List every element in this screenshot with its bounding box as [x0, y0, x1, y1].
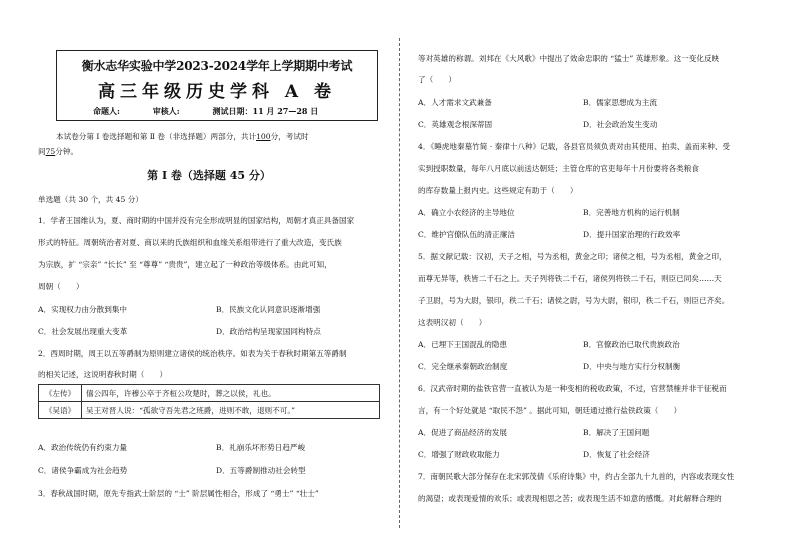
q2-option-a[interactable]: A．政治传统仍有约束力量	[38, 443, 128, 452]
exam-title: 高三年级历史学科 A 卷	[97, 82, 337, 102]
q5-option-c[interactable]: C．完全继承秦朝政治制度	[418, 362, 508, 371]
q2-source-table	[38, 384, 380, 419]
q4-line: 的库存数量上报内史。这些规定有助于（ ）	[418, 186, 578, 195]
table-text: 僖公四年，许穆公卒于齐桓公攻楚时，葬之以侯，礼也。	[82, 385, 380, 402]
q1-line: 形式的特征。周朝统治者对夏、商以来的氏族组织和血缘关系组带进行了重大改造，变氏族	[38, 238, 342, 247]
q1-line: 1．学者王国维认为，夏、商时期的中国并没有完全形成明显的国家结构，周朝才真正具备国家	[38, 216, 355, 225]
q1-line: 周朝（ ）	[38, 282, 84, 291]
q1-option-a[interactable]: A．实现权力由分散到集中	[38, 305, 128, 314]
table-row	[39, 402, 380, 419]
q5-line: 子卫尉，号为大尉，银印，秩二千石；诸侯之尉，号为大尉，银印，秩二千石，则臣已齐矣。	[418, 296, 730, 305]
q3-option-d[interactable]: D．社会政治发生变动	[583, 120, 658, 129]
q2-option-c[interactable]: C．诸侯争霸成为社会趋势	[38, 466, 128, 475]
school-title: 衡水志华实验中学2023-2024学年上学期期中考试	[81, 59, 353, 73]
q3-option-a[interactable]: A．人才需求文武兼备	[418, 98, 492, 107]
column-divider	[399, 38, 400, 528]
q5-option-b[interactable]: B．官僚政治已取代贵族政治	[583, 340, 680, 349]
table-source: 《左传》	[39, 385, 82, 402]
section-subtitle: 单选题（共 30 个，共 45 分）	[38, 195, 143, 204]
q5-option-d[interactable]: D．中央与地方实行分权制衡	[583, 362, 681, 371]
q4-line: 实到授职数量，每年八月底以前送达朝廷；主管仓库的官吏每年十月份要将各类粮食	[418, 164, 699, 173]
q5-option-a[interactable]: A．已埋下王国混乱的隐患	[418, 340, 508, 349]
q6-option-a[interactable]: A．促进了商品经济的发展	[418, 428, 508, 437]
q7-line: 7．南朝民歌大部分保存在北宋郭茂倩《乐府诗集》中，约占全部九十九首的，内容或表现女性	[418, 472, 735, 481]
q6-option-d[interactable]: D．恢复了社会经济	[583, 450, 650, 459]
reviewer-label: 审核人:	[152, 106, 180, 116]
q1-line: 为宗族，扩 “宗亲” “长长” 至 “尊尊” “贵贵”，建立起了一种政治等级体系。由此可知，	[38, 260, 332, 269]
q6-option-b[interactable]: B．解决了王国问题	[583, 428, 650, 437]
table-row	[39, 385, 380, 402]
q2-line: 2．西周时期，周王以五等爵制为原则建立诸侯的统治秩序。如表为关于春秋时期第五等爵制	[38, 349, 347, 358]
q3-cont-line: 了（ ）	[418, 75, 456, 84]
intro-line-2: 间75分钟。	[38, 147, 79, 156]
q2-option-d[interactable]: D．五等爵制推动社会转型	[216, 466, 306, 475]
q4-option-b[interactable]: B．完善地方机构的运行机制	[583, 208, 680, 217]
q5-line: 5．据文献记载：汉初，天子之相，号为丞相，黄金之印；诸侯之相，号为丞相，黄金之印，	[418, 252, 727, 261]
intro-line-1: 本试卷分第 Ⅰ 卷选择题和第 Ⅱ 卷（非选择题）两部分，共计100分，考试时	[56, 132, 309, 141]
total-score: 100	[256, 132, 271, 141]
table-text: 吴王对晋人说：“孤欲守吾先君之班爵，进则不敢，退则不可。”	[82, 402, 380, 419]
q3-cont-line: 等对英雄的称谓。刘邦在《大风歌》中提出了效命忠职的 “猛士” 英雄形象。这一变化反映	[418, 54, 720, 63]
q1-option-c[interactable]: C．社会发展出现重大变革	[38, 327, 128, 336]
exam-minutes: 75	[45, 147, 56, 156]
q2-option-b[interactable]: B．礼崩乐坏形势日趋严峻	[216, 443, 306, 452]
exam-date: 测试日期：11 月 27—28 日	[212, 106, 319, 116]
q2-line: 的相关记述，这说明春秋时期（ ）	[38, 370, 168, 379]
q1-option-d[interactable]: D．政治结构呈现家国同构特点	[216, 327, 321, 336]
q3-option-c[interactable]: C．英雄观念根深蒂固	[418, 120, 493, 129]
q6-option-c[interactable]: C．增强了财政收取能力	[418, 450, 500, 459]
proposer-label: 命题人:	[93, 106, 120, 116]
q6-line: 言，有一个好处就是 “取民不怨” 。据此可知，朝廷通过推行盐铁政策（ ）	[418, 406, 682, 415]
q4-option-d[interactable]: D．提升国家治理的行政效率	[583, 230, 681, 239]
right-column	[418, 0, 758, 560]
section-title: 第 Ⅰ 卷（选择题 45 分）	[147, 169, 271, 182]
q4-line: 4．《睡虎地秦墓竹简 · 秦律十八种》记载，各县官员须负责对由其使用、拍卖、盖而来种、受	[418, 142, 731, 151]
left-column	[38, 0, 380, 560]
q5-line: 而尊无异等，秩皆二千石之上。天子列将铁二千石，诸侯列将铁二千石，则臣已同矣……天	[418, 274, 722, 283]
q3-option-b[interactable]: B．儒家思想成为主流	[583, 98, 657, 107]
q1-option-b[interactable]: B．民族文化认同意识逐渐增强	[216, 305, 321, 314]
q4-option-c[interactable]: C．维护官僚队伍的清正廉洁	[418, 230, 515, 239]
table-source: 《吴语》	[39, 402, 82, 419]
q6-line: 6．汉武帝时期的盐铁官营一直被认为是一种变相的税收政策，不过，官营禁榷并非干征税而	[418, 384, 727, 393]
q7-line: 的渴望；或表现爱情的欢乐；或表现相思之苦；或表现生活不如意的感慨。对此解释合理的	[418, 494, 722, 503]
q3-line: 3．春秋战国时期，原先专指武士阶层的 “士” 阶层属性相合，形成了 “勇士” “壮士”	[38, 489, 319, 498]
q5-line: 这表明汉初（ ）	[418, 318, 487, 327]
q4-option-a[interactable]: A．确立小农经济的主导地位	[418, 208, 515, 217]
